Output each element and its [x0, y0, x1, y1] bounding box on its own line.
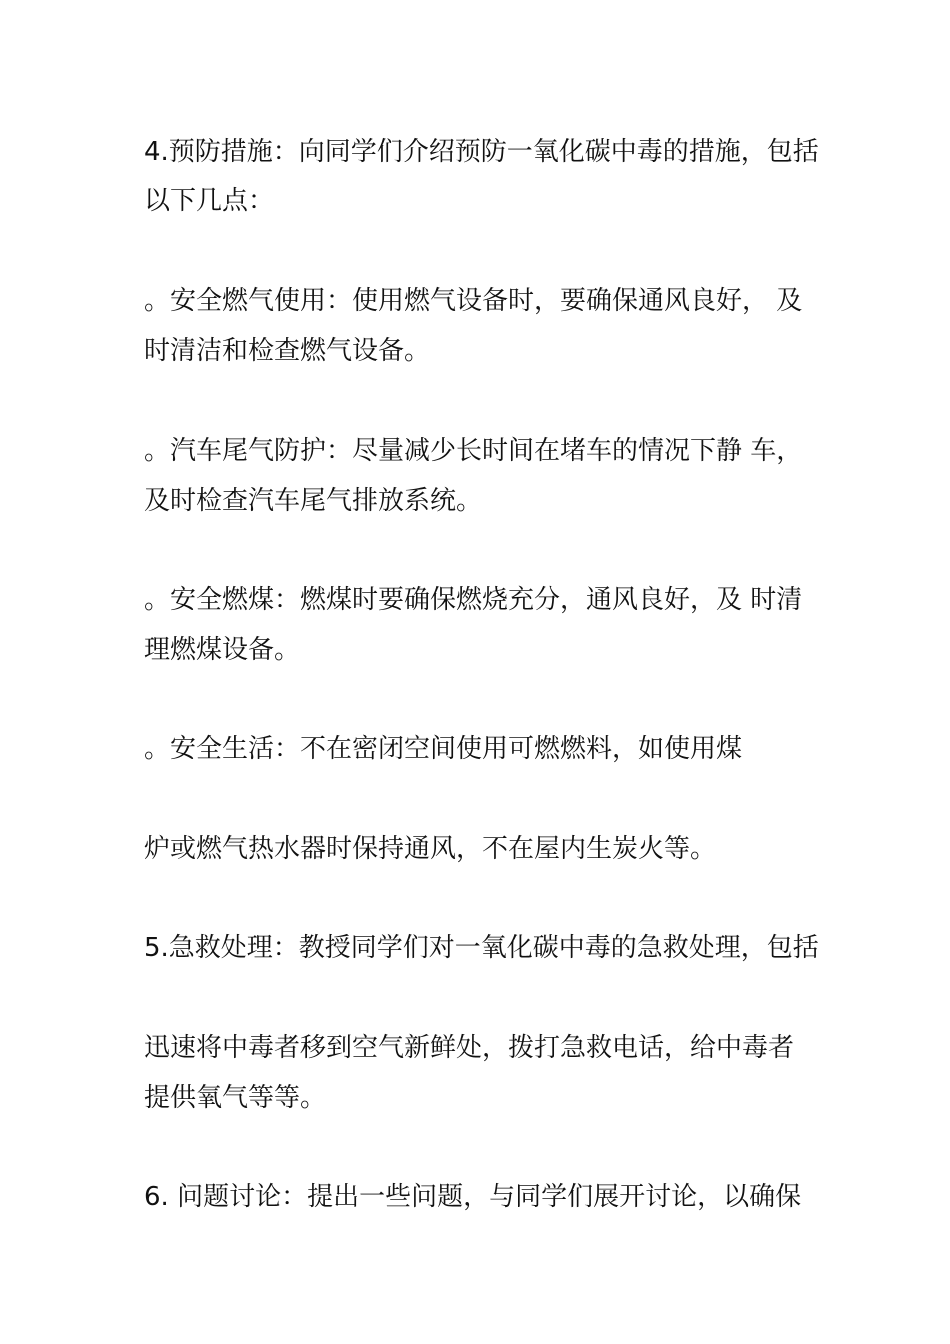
text-line: 。汽车尾气防护：尽量减少长时间在堵车的情况下静 车，: [144, 436, 803, 466]
text-line: 。安全燃气使用：使用燃气设备时，要确保通风良好， 及: [144, 286, 803, 316]
text-line: 4.预防措施：向同学们介绍预防一氧化碳中毒的措施，包括: [144, 137, 819, 167]
text-line: 时清洁和检查燃气设备。: [144, 336, 431, 366]
text-line: 以下几点：: [144, 186, 275, 216]
text-line: 炉或燃气热水器时保持通风，不在屋内生炭火等。: [144, 834, 717, 864]
text-line: 5.急救处理：教授同学们对一氧化碳中毒的急救处理，包括: [144, 933, 819, 963]
text-line: 。安全生活：不在密闭空间使用可燃燃料，如使用煤: [144, 734, 743, 764]
text-line: 迅速将中毒者移到空气新鲜处，拨打急救电话，给中毒者: [144, 1033, 795, 1063]
text-line: 提供氧气等等。: [144, 1083, 327, 1113]
text-line: 及时检查汽车尾气排放系统。: [144, 486, 483, 516]
text-line: 。安全燃煤：燃煤时要确保燃烧充分，通风良好，及 时清: [144, 585, 803, 615]
text-line: 6. 问题讨论：提出一些问题，与同学们展开讨论，以确保: [144, 1182, 802, 1212]
text-line: 理燃煤设备。: [144, 635, 301, 665]
